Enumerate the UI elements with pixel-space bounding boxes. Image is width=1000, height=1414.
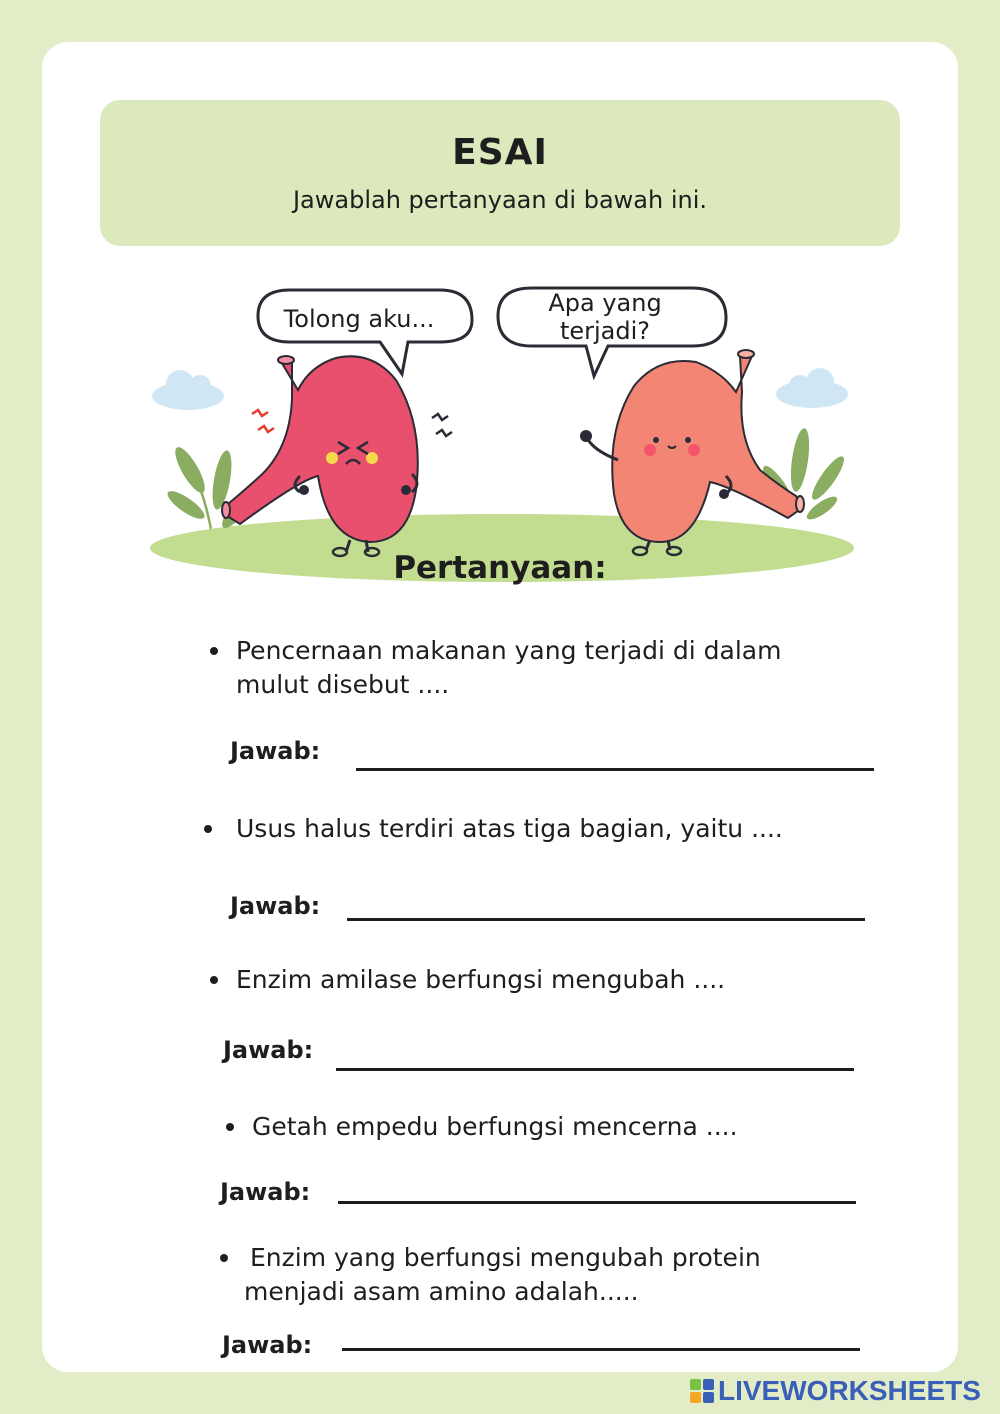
question-text: Getah empedu berfungsi mencerna .... (252, 1112, 738, 1141)
question-text: Enzim amilase berfungsi mengubah .... (236, 965, 726, 994)
page-title: ESAI (452, 132, 548, 173)
cloud-left-icon (152, 370, 224, 410)
bullet-icon (204, 825, 212, 833)
answer-field[interactable] (336, 1068, 854, 1071)
answer-field[interactable] (338, 1201, 856, 1204)
bullet-icon (220, 1254, 228, 1262)
page-instructions: Jawablah pertanyaan di bawah ini. (292, 186, 708, 214)
liveworksheets-logo-icon (690, 1379, 714, 1403)
question-text: mulut disebut .... (236, 670, 450, 699)
liveworksheets-brand: LIVEWORKSHEETS (718, 1375, 981, 1406)
speech-bubble-right-text-line1: Apa yang (548, 289, 662, 317)
answer-field[interactable] (356, 768, 874, 771)
question-2 (236, 812, 783, 846)
speech-bubble-left-text: Tolong aku... (283, 305, 435, 333)
header-box (100, 100, 900, 246)
section-title: Pertanyaan: (393, 550, 607, 586)
question-text: menjadi asam amino adalah..... (244, 1277, 639, 1306)
bullet-icon (210, 976, 218, 984)
bullet-icon (210, 647, 218, 655)
question-3 (236, 963, 725, 997)
stomach-characters-illustration (140, 280, 860, 590)
answer-label: Jawab: (230, 737, 321, 765)
question-1 (236, 634, 781, 702)
answer-label: Jawab: (230, 892, 321, 920)
answer-field[interactable] (342, 1348, 860, 1351)
answer-label: Jawab: (220, 1178, 311, 1206)
answer-label: Jawab: (223, 1036, 314, 1064)
question-4 (252, 1110, 738, 1144)
liveworksheets-logo (690, 1374, 981, 1408)
answer-field[interactable] (347, 918, 865, 921)
cloud-right-icon (776, 368, 848, 408)
bullet-icon (226, 1123, 234, 1131)
question-5 (244, 1241, 761, 1309)
question-text: Enzim yang berfungsi mengubah protein (250, 1243, 761, 1272)
answer-label: Jawab: (222, 1331, 313, 1359)
question-text: Usus halus terdiri atas tiga bagian, yaitu .... (236, 814, 783, 843)
question-text: Pencernaan makanan yang terjadi di dalam (236, 636, 782, 665)
speech-bubble-right-text-line2: terjadi? (559, 317, 651, 345)
